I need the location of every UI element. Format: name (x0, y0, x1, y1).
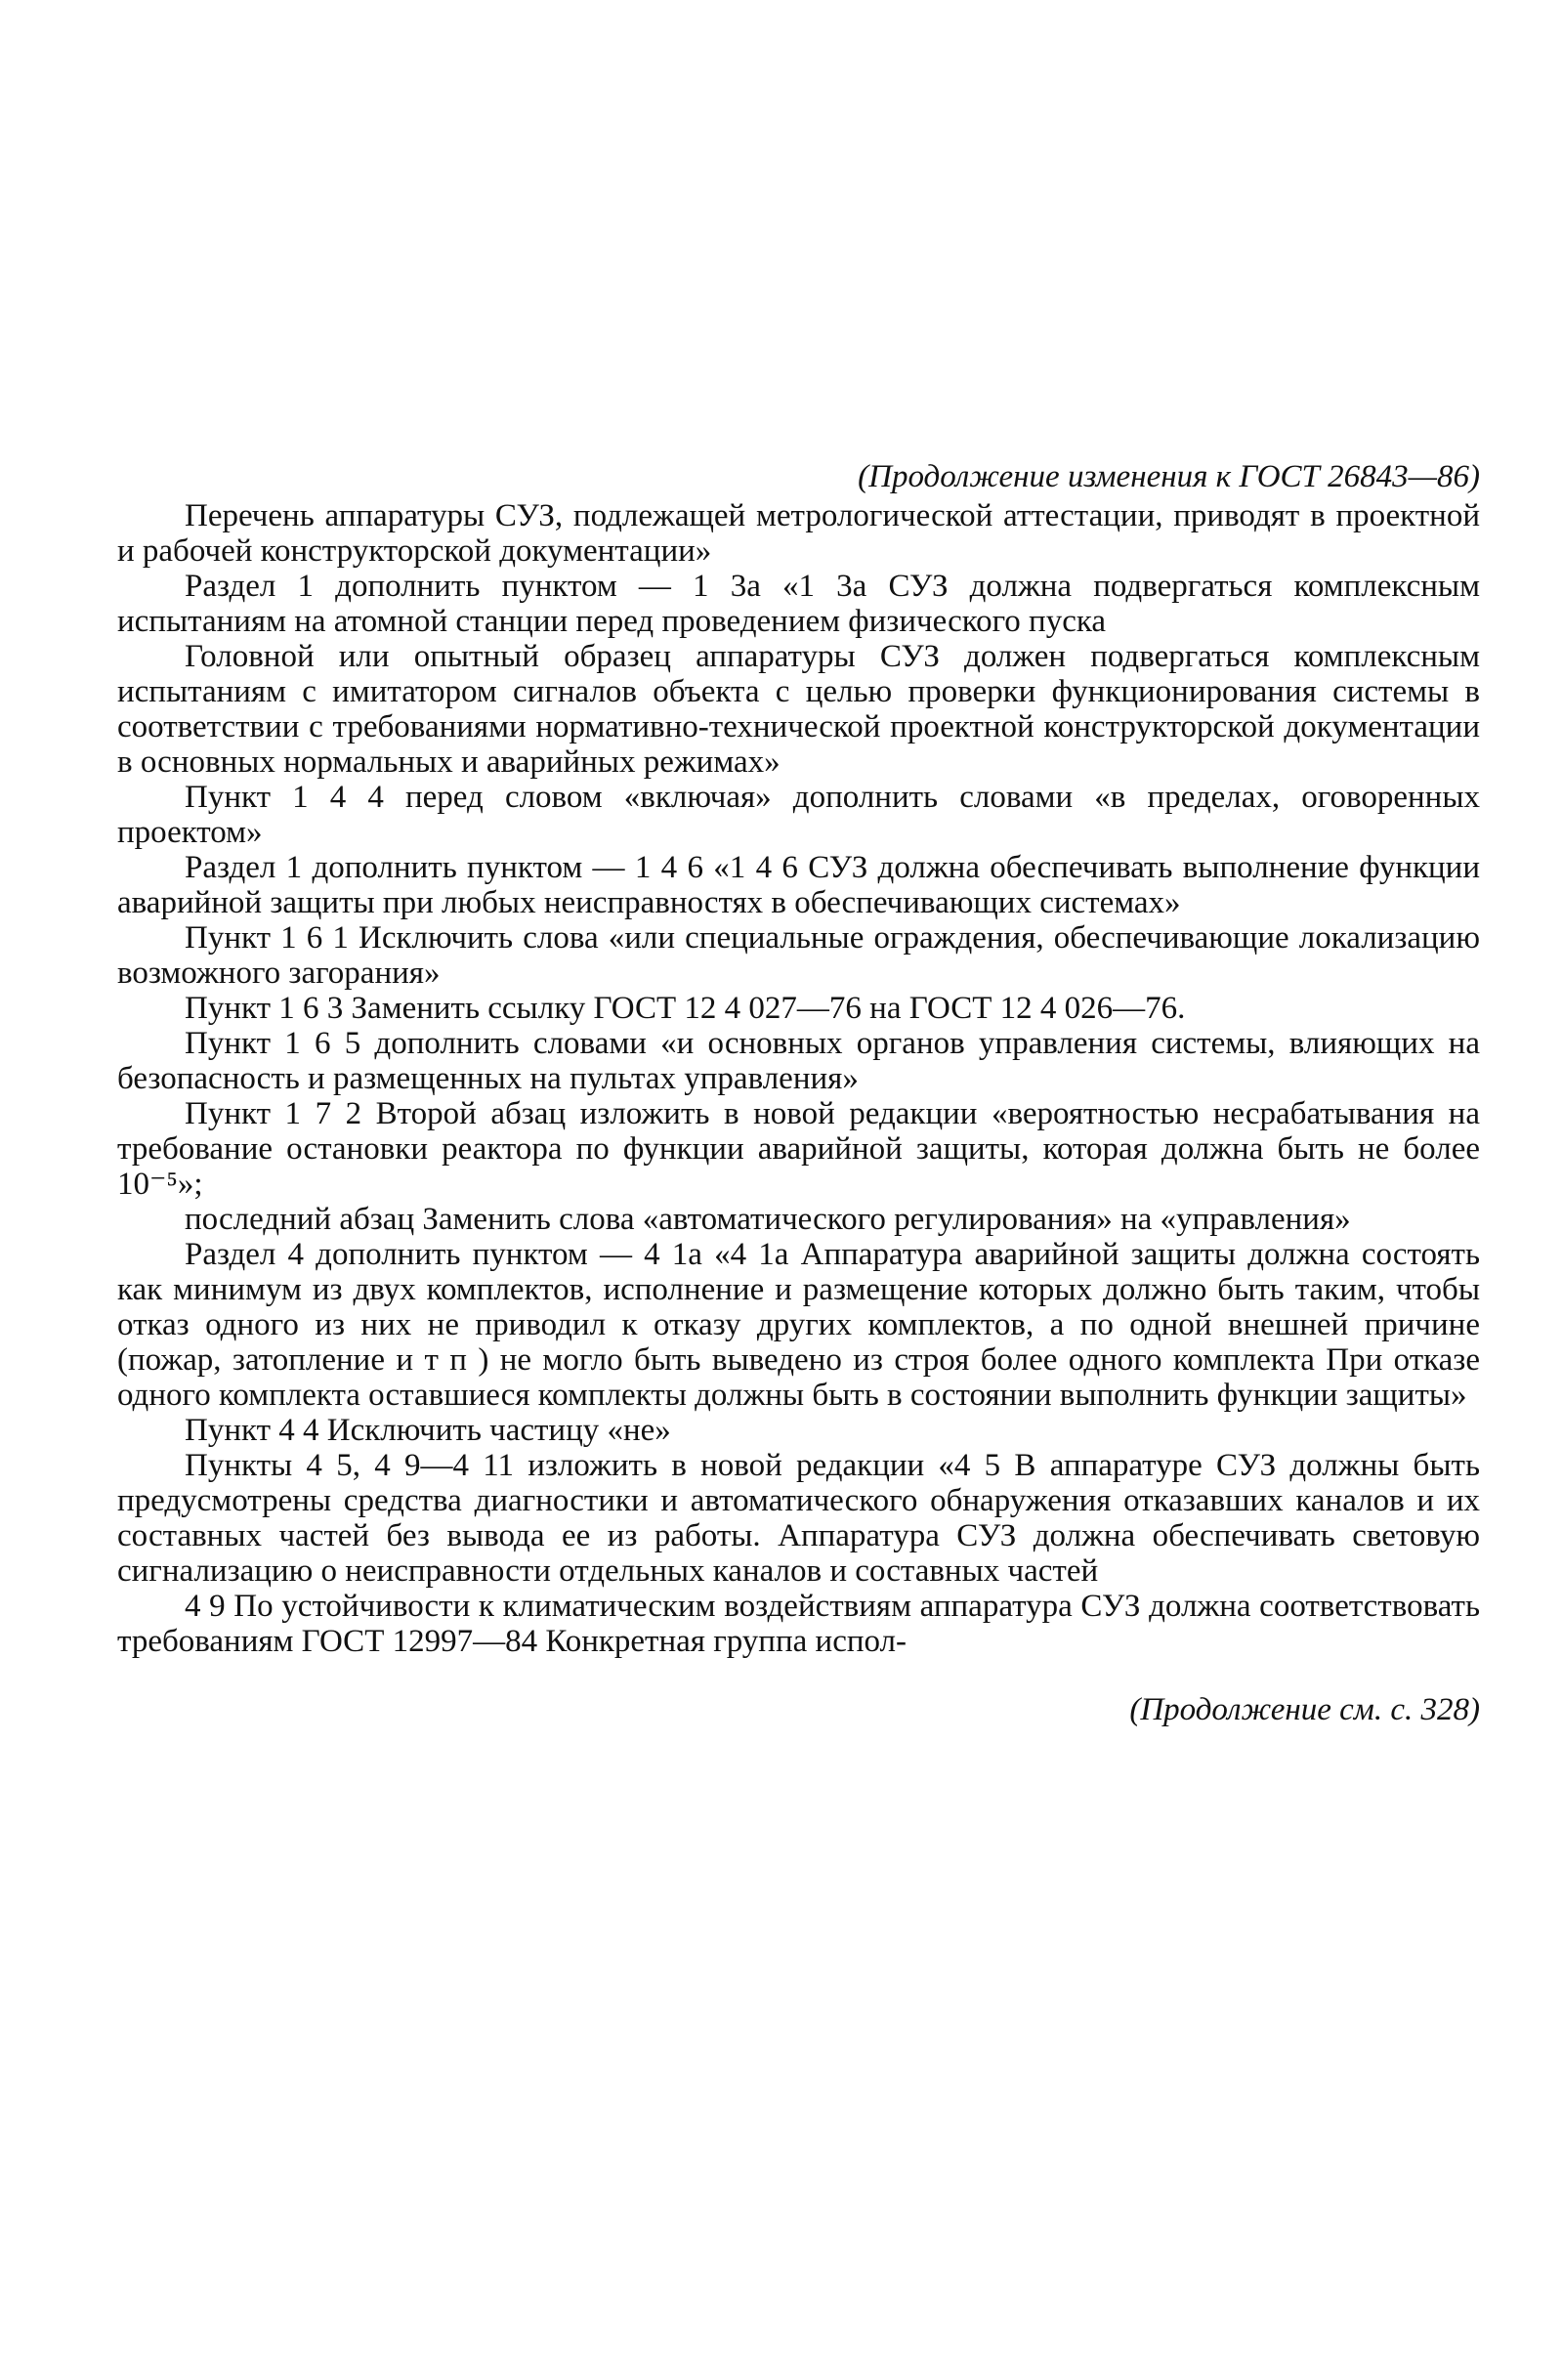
paragraph-item-144: Пункт 1 4 4 перед словом «включая» дополнить словами «в пределах, оговоренных проектом» (117, 780, 1480, 850)
paragraph-equipment-list: Перечень аппаратуры СУЗ, подлежащей метрологической аттестации, приводят в проектной и рабочей конструкторской документации» (117, 498, 1480, 569)
paragraph-items-45-49-411: Пункты 4 5, 4 9—4 11 изложить в новой редакции «4 5 В аппаратуре СУЗ должны быть предусмотрены средства диагностики и автоматического обнаружения отказавших каналов и их составных частей без вывода ее из работы. Аппаратура СУЗ должна обеспечивать световую сигнализацию о неисправности отдельных каналов и составных частей (117, 1448, 1480, 1589)
paragraph-item-49: 4 9 По устойчивости к климатическим воздействиям аппаратура СУЗ должна соответствовать требованиям ГОСТ 12997—84 Конкретная группа испол- (117, 1589, 1480, 1659)
paragraph-prototype-testing: Головной или опытный образец аппаратуры СУЗ должен подвергаться комплексным испытаниям с имитатором сигналов объекта с целью проверки функционирования системы в соответствии с требованиями нормативно-технической проектной конструкторской документации в основных нормальных и аварийных режимах» (117, 639, 1480, 780)
paragraph-section4-41a: Раздел 4 дополнить пунктом — 4 1а «4 1а Аппаратура аварийной защиты должна состоять как минимум из двух комплектов, исполнение и размещение которых должно быть таким, чтобы отказ одного из них не приводил к отказу других комплектов, а по одной внешней причине (пожар, затопление и т п ) не могло быть выведено из строя более одного комплекта При отказе одного комплекта оставшиеся комплекты должны быть в состоянии выполнить функции защиты» (117, 1237, 1480, 1413)
paragraph-last-abzac: последний абзац Заменить слова «автоматического регулирования» на «управления» (185, 1202, 1351, 1237)
paragraph-section1-146: Раздел 1 дополнить пунктом — 1 4 6 «1 4 6 СУЗ должна обеспечивать выполнение функции аварийной защиты при любых неисправностях в обеспечивающих системах» (117, 850, 1480, 920)
paragraph-item-172: Пункт 1 7 2 Второй абзац изложить в новой редакции «вероятностью несрабатывания на требование остановки реактора по функции аварийной защиты, которая должна быть не более 10⁻⁵»; (117, 1096, 1480, 1202)
continuation-footer: (Продолжение см. с. 328) (1129, 1692, 1480, 1727)
paragraph-section1-3a: Раздел 1 дополнить пунктом — 1 3а «1 3а СУЗ должна подвергаться комплексным испытаниям на атомной станции перед проведением физического пуска (117, 569, 1480, 639)
continuation-header: (Продолжение изменения к ГОСТ 26843—86) (858, 459, 1480, 494)
paragraph-item-165: Пункт 1 6 5 дополнить словами «и основных органов управления системы, влияющих на безопасность и размещенных на пультах управления» (117, 1026, 1480, 1096)
paragraph-item-44: Пункт 4 4 Исключить частицу «не» (185, 1413, 671, 1448)
paragraph-item-161: Пункт 1 6 1 Исключить слова «или специальные ограждения, обеспечивающие локализацию возможного загорания» (117, 920, 1480, 991)
paragraph-item-163: Пункт 1 6 3 Заменить ссылку ГОСТ 12 4 027—76 на ГОСТ 12 4 026—76. (185, 991, 1186, 1026)
document-page (117, 459, 1480, 1727)
